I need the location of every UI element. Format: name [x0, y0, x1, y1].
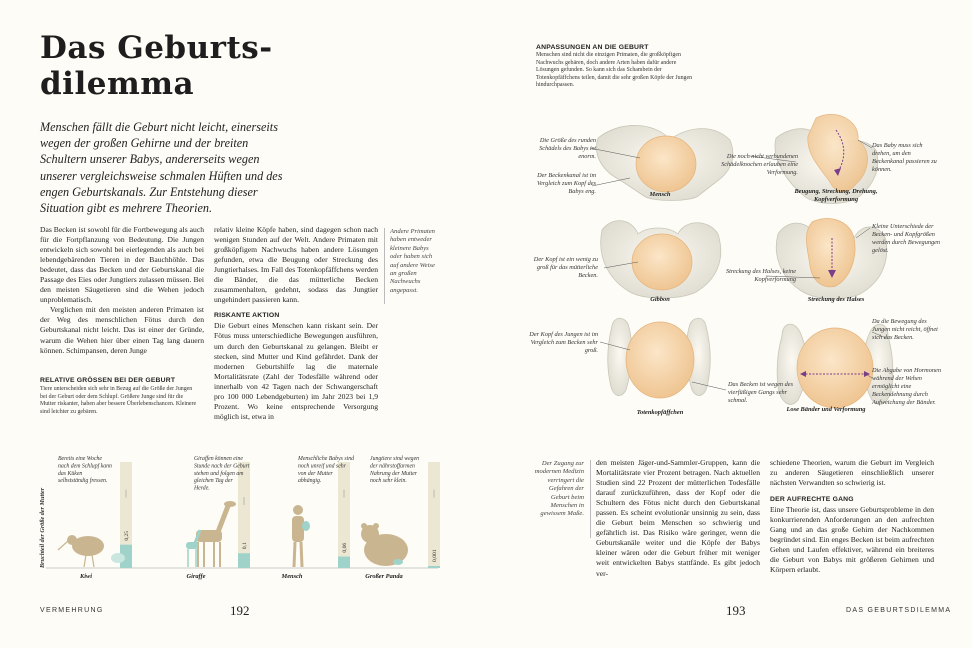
callout-mensch-skull: Die Größe des runden Schädels des Babys ist enorm.	[539, 137, 596, 160]
kiwi-egg	[111, 553, 125, 563]
col1-paragraph-2: Verglichen mit den meisten anderen Primaten ist der Weg des menschlichen Fötus durch den Geburtskanal nicht leicht. Das ist einer der Gründe, warum die Wehen hier über einen Tag lang dauern können. Schimpansen, deren Junge	[40, 305, 204, 355]
callout-totenkopf-head: Der Kopf des Jungen ist im Vergleich zum Becken sehr groß.	[529, 331, 598, 354]
chart-category-label: Giraffe	[186, 573, 206, 580]
totenkopf-pelvis-left	[608, 318, 710, 398]
chart-bar-track	[238, 462, 250, 568]
callout-mensch-rotate: Das Baby muss sich drehen, um den Beckenkanal passieren zu können.	[872, 142, 937, 173]
anpassungen-text: Menschen sind nicht die einzigen Primaten, die großköpfigen Nachwuchs gebären, doch andere Arten haben dafür andere Lösungen gefunden. So kann sich das Schambein der Totenkopfäffchens teilen, damit die sehr großen Köpfe der Jungen hindurchpassen.	[536, 52, 693, 89]
relative-sizes-box	[40, 377, 200, 416]
callout-gibbon-head: Der Kopf ist ein wenig zu groß für das mütterliche Becken.	[533, 256, 598, 279]
chart-svg	[36, 450, 446, 590]
kiwi-leg	[92, 555, 94, 567]
mensch-process-label: Beugung, Streckung, Drehung, Kopfverformung	[794, 188, 878, 203]
totenkopf-process-label: Lose Bänder und Verformung	[786, 406, 866, 413]
birth-size-chart	[36, 450, 446, 590]
callout-totenkopf-hormones: Die Abgabe von Hormonen während der Wehen ermöglicht eine Beckendehnung durch Aufweichung der Bänder.	[872, 367, 941, 406]
kiwi-head	[67, 535, 77, 545]
callout-mensch-bones: Die noch nicht verbundenen Schädelknochen erlauben eine Verformung.	[721, 153, 798, 176]
human-body	[292, 516, 304, 542]
aufrechte-text: Eine Theorie ist, dass unsere Geburtsprobleme in den konkurrierenden Anforderungen an den aufrechten Gang und an das große Gehirn der Nachkommen begründet sind. Ein enges Becken ist beim aufrechten Gehen und Laufen effektiver, während ein breiteres die Geburt von Babys mit größeren Gehirnen und Körpern erlaubt.	[770, 505, 934, 575]
chart-value-label: 0,001	[432, 549, 438, 562]
lead-paragraph: Menschen fällt die Geburt nicht leicht, einerseits wegen der großen Gehirne und der breiten Schultern unserer Babys, andererseits wegen unserer vergleichsweise schmalen Hüften und des engen Geburtskanals. Zur Entstehung dieser Situation gibt es mehrere Theorien.	[40, 120, 283, 216]
chart-category-label: Mensch	[281, 573, 303, 580]
aufrechte-heading: DER AUFRECHTE GANG	[770, 496, 854, 504]
chart-annotation: Menschliche Babys sind noch unreif und sehr von der Mutter abhängig.	[298, 456, 355, 485]
callout-mensch-canal: Der Beckenkanal ist im Vergleich zum Kopf des Babys eng.	[536, 172, 596, 195]
chart-value-label: 0,06	[342, 542, 348, 553]
chart-bar	[238, 553, 250, 568]
chart-category-label: Großer Panda	[365, 573, 403, 580]
chart-category-label: Kiwi	[79, 573, 93, 580]
human-leg	[294, 542, 295, 567]
right-column-2	[770, 458, 934, 576]
riskante-text: Die Geburt eines Menschen kann riskant sein. Der Fötus muss unterschiedliche Bewegungen ausführen, um durch den Geburtskanal zu gelangen. Bleibt er stecken, sind Mutter und Kind gefährdet. Dank der modernen Geburtshilfe lag die maternale Mortalitätsrate (Zahl der Todesfälle während oder innerhalb von 42 Tagen nach der Schwangerschaft pro 100 000 Lebendgeburten) im Jahr 2023 bei 1,9 Prozent. Wo keine entsprechende Versorgung möglich ist, etwa in	[214, 321, 378, 421]
right-col1-text: den meisten Jäger-und-Sammler-Gruppen, kann die Mortalitätsrate vier Prozent betragen. Nach aktuellen Studien sind 22 Prozent der mütterlichen Todesfälle darauf zurückzuführen, dass der Kopf oder die Schultern des Fötus nicht durch den Geburtskanal passen. Es scheint evolutionär unsinnig zu sein, dass die Geburt beim Menschen so schwierig und gefährlich ist. Das Risiko wäre geringer, wenn die Geburtskanäle weiter und die Köpfe der Babys kleiner wären oder die Geburt früher mit weniger weit entwickelten Babys stattfände. Es gibt jedoch ver-	[596, 458, 760, 578]
chart-annotation: Bereits eine Woche nach dem Schlupf kann das Küken selbstständig fressen.	[58, 456, 112, 485]
chart-bar	[428, 566, 440, 568]
relative-sizes-heading: RELATIVE GRÖSSEN BEI DER GEBURT	[40, 377, 176, 384]
kiwi-beak	[58, 541, 68, 550]
title-line-1: Das Geburts-	[40, 30, 273, 66]
page-title	[40, 30, 273, 102]
gibbon-process-label: Streckung des Halses	[807, 296, 865, 303]
callout-gibbon-movement: Kleine Unterschiede der Becken- und Kopfgrößen werden durch Bewegungen gelöst.	[872, 223, 941, 254]
anpassungen-heading: ANPASSUNGEN AN DIE GEBURT	[536, 44, 649, 51]
relative-sizes-text: Tiere unterscheiden sich sehr in Bezug auf die Größe der Jungen bei der Geburt oder dem Schlupf. Größere Junge sind für die Mutter riskanter, haben aber bessere Überlebenschancen. Kleinere sind leichter zu gebären.	[40, 386, 197, 415]
right-page-number: 193	[726, 603, 746, 618]
col2-paragraph-1: relativ kleine Köpfe haben, sind dagegen schon nach wenigen Stunden auf der Welt. Andere Primaten mit großköpfigem Nachwuchs haben andere Lösungen gefunden, etwa die Beugung oder Streckung des Jungtierhalses. Im Fall des Totenkopfäffchens werden die Bänder, die das mütterliche Becken zusammenhalten, gedehnt, sodass das Jungtier ungehindert passieren kann.	[214, 225, 378, 305]
chart-y-label: Bruchteil der Größe der Mutter	[39, 487, 46, 568]
chart-annotation: Jungtiere sind wegen der nährstoffarmen Nahrung der Mutter noch sehr klein.	[370, 456, 420, 485]
callout-totenkopf-opens: Da die Bewegung des Jungen nicht reicht, öffnet sich das Becken.	[872, 318, 938, 341]
left-column-2	[214, 225, 378, 422]
giraffe-neck	[218, 506, 228, 532]
chart-annotation: Giraffen können eine Stunde nach der Geburt stehen und folgen am gleichen Tag der Herde.	[194, 456, 250, 492]
human-baby	[302, 521, 310, 531]
col1-paragraph-1: Das Becken ist sowohl für die Fortbewegung als auch für die Fortpflanzung von Bedeutung. Die Jungen entwickeln sich sowohl bei eierlegenden als auch bei lebendgebärenden Tieren in der Bauchhöhle. Das bedeutet, dass das Becken und der Geburtskanal die Passage des Eies oder Jungtiers zulassen müssen. Bei den meisten Säugetieren sind die Wehen jedoch unproblematisch.	[40, 225, 204, 305]
riskante-heading: RISKANTE AKTION	[214, 312, 280, 320]
human-leg	[301, 542, 302, 567]
chart-bar	[338, 557, 350, 568]
gibbon-pelvis-right	[776, 219, 887, 299]
left-page-number: 192	[230, 603, 250, 618]
left-sidebar-note: Andere Primaten haben entweder kleinere Babys oder haben sich auf andere Weise an großen Nachwuchs angepasst.	[390, 228, 435, 294]
human-head	[293, 505, 303, 515]
left-column-1	[40, 225, 204, 356]
giraffe-head	[224, 501, 236, 507]
right-column-1	[596, 458, 760, 579]
kiwi-leg	[84, 555, 86, 567]
title-line-2: dilemma	[40, 66, 195, 102]
right-footer-label: DAS GEBURTSDILEMMA	[846, 607, 952, 614]
callout-gibbon-neck: Streckung des Halses, keine Kopfverformung	[725, 268, 796, 283]
chart-value-label: 0,25	[124, 530, 130, 541]
gibbon-pelvis-left	[601, 221, 721, 298]
totenkopf-label: Totenkopfäffchen	[636, 409, 684, 416]
right-sidebar-divider	[590, 460, 591, 538]
sidebar-divider	[384, 228, 385, 304]
panda-ear	[361, 523, 367, 529]
gibbon-label: Gibbon	[650, 296, 670, 303]
panda-cub	[393, 559, 403, 565]
right-sidebar-note: Der Zugang zur modernen Medizin verringert die Gefahren der Geburt beim Menschen in gewissem Maße.	[534, 460, 584, 518]
panda-ear	[373, 523, 379, 529]
callout-totenkopf-narrow: Das Becken ist wegen des vierfüßigen Gangs sehr schmal.	[728, 381, 794, 404]
right-col2-text: schiedene Theorien, warum die Geburt im Vergleich zu anderen Säugetieren einschließlich unserer nächsten Verwandten so schwierig ist.	[770, 458, 934, 488]
left-footer-label: VERMEHRUNG	[40, 607, 104, 614]
anpassungen-box	[536, 44, 696, 90]
chart-value-label: 0,1	[242, 542, 248, 550]
mensch-label: Mensch	[649, 191, 671, 198]
